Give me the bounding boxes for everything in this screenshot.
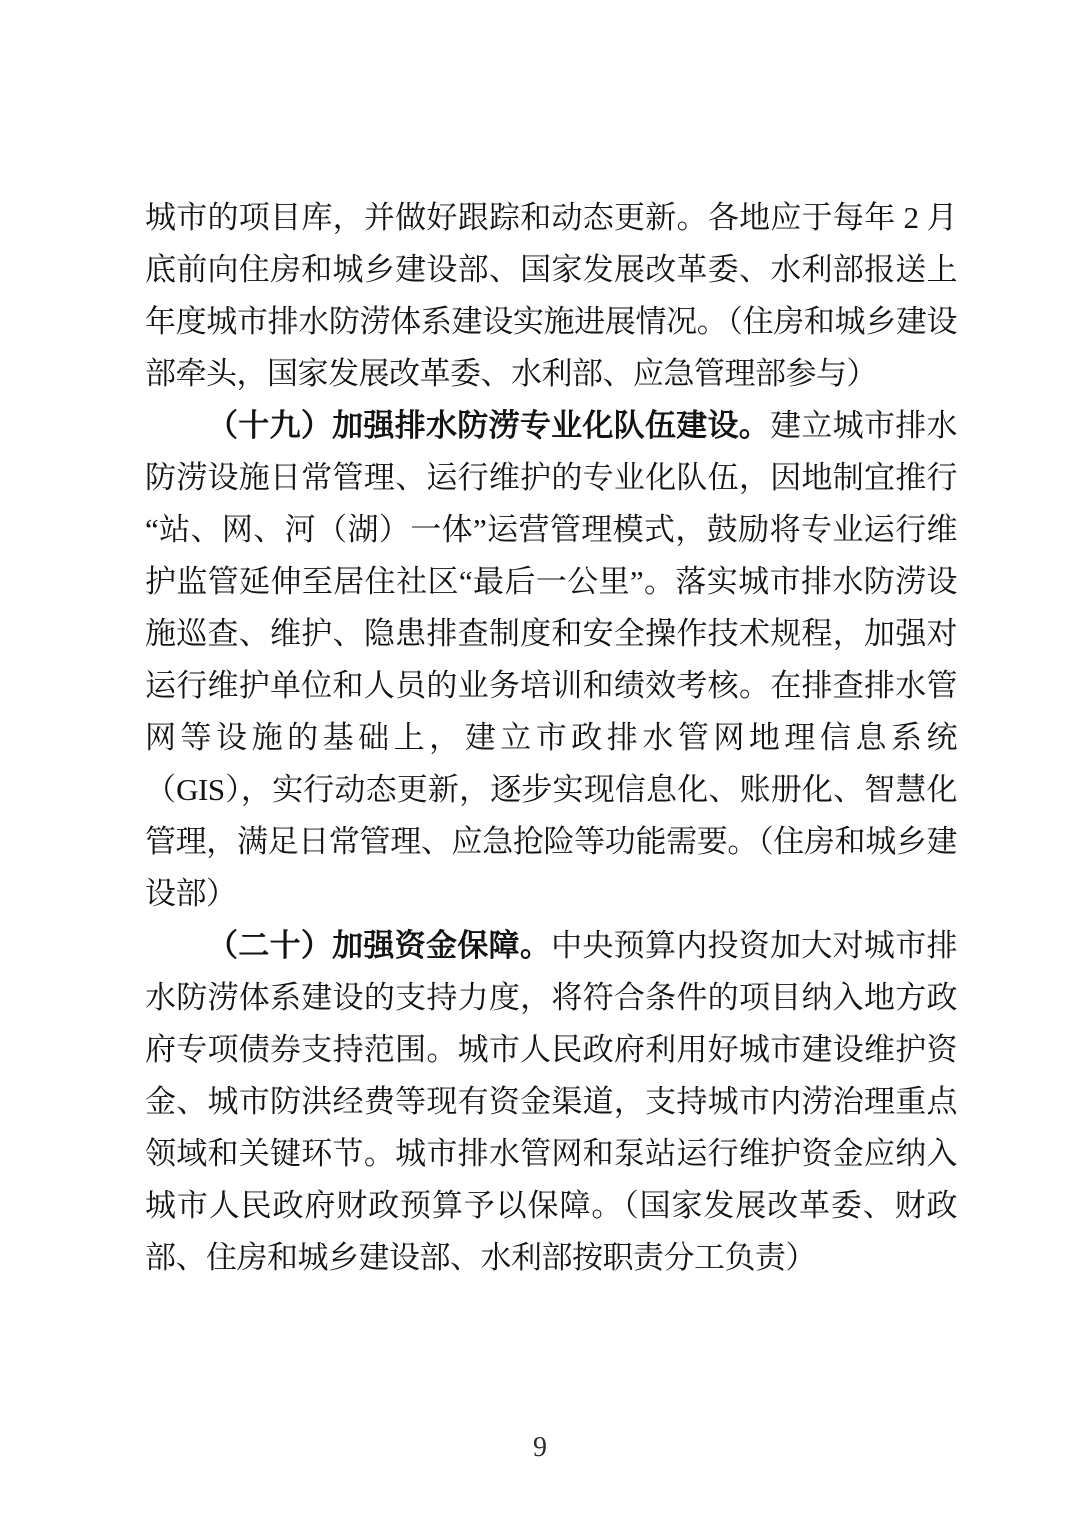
document-body — [145, 192, 957, 1284]
section-20-heading: （二十）加强资金保障。 — [207, 928, 552, 963]
paragraph-section-20 — [145, 920, 957, 1284]
section-19-heading: （十九）加强排水防涝专业化队伍建设。 — [207, 408, 771, 443]
paragraph-continuation-text: 城市的项目库，并做好跟踪和动态更新。各地应于每年 2 月底前向住房和城乡建设部、国家发展改革委、水利部报送上年度城市排水防涝体系建设实施进展情况。（住房和城乡建设部牵头，国家发展改革委、水利部、应急管理部参与） — [145, 200, 957, 391]
paragraph-section-19 — [145, 400, 957, 920]
page-number: 9 — [533, 1432, 547, 1463]
section-19-text: 建立城市排水防涝设施日常管理、运行维护的专业化队伍，因地制宜推行“站、网、河（湖）一体”运营管理模式，鼓励将专业运行维护监管延伸至居住社区“最后一公里”。落实城市排水防涝设施巡查、维护、隐患排查制度和安全操作技术规程，加强对运行维护单位和人员的业务培训和绩效考核。在排查排水管网等设施的基础上，建立市政排水管网地理信息系统（GIS），实行动态更新，逐步实现信息化、账册化、智慧化管理，满足日常管理、应急抢险等功能需要。（住房和城乡建设部） — [145, 408, 958, 911]
paragraph-continuation — [145, 192, 957, 400]
section-20-text: 中央预算内投资加大对城市排水防涝体系建设的支持力度，将符合条件的项目纳入地方政府专项债券支持范围。城市人民政府利用好城市建设维护资金、城市防洪经费等现有资金渠道，支持城市内涝治理重点领域和关键环节。城市排水管网和泵站运行维护资金应纳入城市人民政府财政预算予以保障。（国家发展改革委、财政部、住房和城乡建设部、水利部按职责分工负责） — [145, 928, 957, 1275]
